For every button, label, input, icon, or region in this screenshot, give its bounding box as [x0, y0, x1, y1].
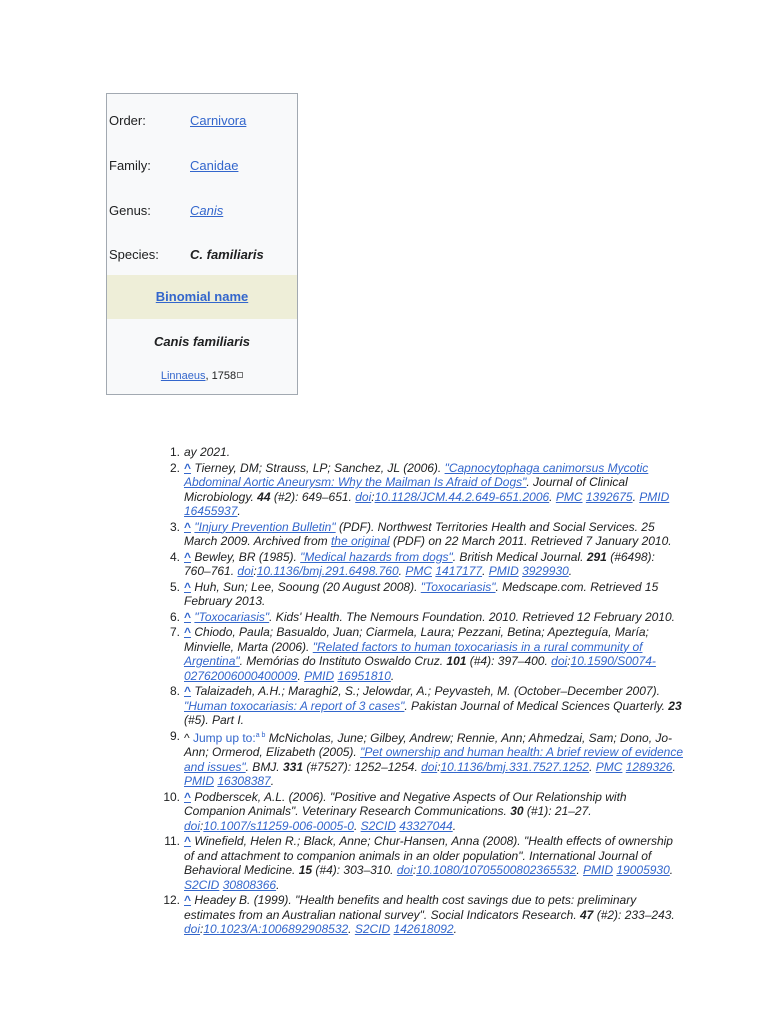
ref-title-link[interactable]: "Medical hazards from dogs": [300, 549, 453, 564]
ref-number: 8.: [169, 684, 180, 698]
reference-12: 12. ^ Headey B. (1999). "Health benefits and health cost savings due to pets: preliminary estimates from an Australian national survey". Social Indicators Research. 47 (#2): 233–243. doi:10.1023/A:1006892908532. S2CID 142618092.: [184, 893, 684, 937]
ref-title-link[interactable]: "Toxocariasis": [194, 609, 270, 624]
reference-7: 7. ^ Chiodo, Paula; Basualdo, Juan; Ciarmela, Laura; Pezzani, Betina; Apezteguía, María; Minvielle, Marta (2006). "Related factors to human toxocariasis in a rural community of Argentina". Memórias do Instituto Oswaldo Cruz. 101 (#4): 397–400. doi:10.1590/S0074-02762006000400009. PMID 16951810.: [184, 625, 684, 683]
pmid-link[interactable]: 16455937: [184, 504, 238, 518]
doi-link[interactable]: 10.1136/bmj.291.6498.760: [256, 564, 399, 578]
family-label: Family:: [109, 158, 151, 173]
order-link[interactable]: Carnivora: [190, 113, 247, 128]
family-link[interactable]: Canidae: [190, 158, 239, 173]
ref-volume: 291: [586, 549, 607, 564]
ref-number: 1.: [169, 445, 180, 459]
backlink-caret[interactable]: ^: [184, 893, 192, 907]
ref-title-link[interactable]: "Pet ownership and human health: A brief review of evidence and issues": [184, 745, 683, 774]
ref-volume: 30: [510, 804, 524, 818]
jump-up-label: Jump up to:: [189, 730, 256, 745]
ref-text: . Medscape.com. Retrieved 15 February 2013.: [184, 579, 659, 608]
pmc-link[interactable]: 1392675: [585, 489, 633, 504]
backlink-caret[interactable]: ^: [184, 625, 192, 639]
reference-6: [169, 609, 684, 625]
reference-9: 9. ^ Jump up to:$^{a b}$ McNicholas, June; Gilbey, Andrew; Rennie, Ann; Ahmedzai, Sam; Dono, Jo-Ann; Ormerod, Elizabeth (2005). "Pet ownership and human health: A brief review of evidence and issues". BMJ. 331 (#7527): 1252–1254. doi:10.1136/bmj.331.7527.1252. PMC 1289326. PMID 16308387.: [184, 729, 684, 789]
ref-number: 3.: [169, 519, 180, 534]
ref-volume: 101: [446, 654, 467, 668]
order-label: Order:: [109, 113, 146, 128]
ref-number: 7.: [169, 625, 180, 639]
backlink-caret[interactable]: ^: [184, 549, 192, 564]
ref-volume: 47: [580, 907, 594, 922]
taxobox-row-genus: [107, 201, 297, 221]
ref-number: 6.: [169, 609, 180, 624]
pmc-label-link[interactable]: PMC: [405, 564, 432, 578]
ref-journal: . BMJ.: [245, 759, 283, 774]
ref-text: (PDF). Northwest Territories Health and Social Services. 25 March 2009. Archived from: [184, 519, 655, 548]
doi-label-link[interactable]: doi: [184, 818, 201, 833]
taxobox: [106, 93, 298, 395]
ref-pages: (#2): 233–243.: [593, 907, 675, 922]
pmc-label-link[interactable]: PMC: [555, 489, 583, 504]
doi-label-link[interactable]: doi: [421, 759, 438, 774]
pmid-label-link[interactable]: PMID: [488, 564, 519, 578]
ref-pages: (#2): 649–651.: [270, 489, 356, 504]
pmid-link[interactable]: 16308387: [217, 774, 271, 788]
original-link[interactable]: the original: [330, 534, 390, 548]
ref-text: ay 2021.: [184, 445, 231, 459]
species-value: C. familiaris: [190, 247, 264, 262]
ref-pages: (#1): 21–27.: [523, 804, 592, 818]
references-list: [163, 445, 684, 938]
ref-text: . Kids' Health. The Nemours Foundation. 2010. Retrieved 12 February 2010.: [269, 609, 675, 624]
ref-title-link[interactable]: "Human toxocariasis: A report of 3 cases": [184, 698, 405, 713]
doi-link[interactable]: 10.1136/bmj.331.7527.1252: [440, 759, 590, 774]
genus-label: Genus:: [109, 203, 151, 218]
doi-link[interactable]: 10.1128/JCM.44.2.649-651.2006: [374, 489, 550, 504]
ref-number: 5.: [169, 579, 180, 594]
binomial-header: [107, 275, 297, 319]
reference-8: [169, 684, 684, 728]
ref-number: 12.: [163, 893, 180, 907]
ref-authors: Bewley, BR (1985).: [191, 549, 301, 564]
doi-label-link[interactable]: doi: [237, 564, 254, 578]
doi-label-link[interactable]: doi: [396, 863, 413, 877]
ref-pages: (#6498): 760–761.: [184, 549, 655, 578]
doi-label-link[interactable]: doi: [551, 654, 568, 668]
ref-authors: Tierney, DM; Strauss, LP; Sanchez, JL (2006).: [191, 460, 445, 475]
doi-link[interactable]: 10.1007/s11259-006-0005-0: [203, 818, 354, 833]
reference-1: [169, 445, 684, 460]
backlink-caret[interactable]: ^: [184, 684, 192, 698]
ref-number: 2.: [169, 460, 180, 475]
ref-text: Headey B. (1999). "Health benefits and health cost savings due to pets: preliminary estimates from an Australian national survey". Social Indicators Research.: [184, 893, 637, 922]
pmid-label-link[interactable]: PMID: [184, 774, 214, 788]
pmid-link[interactable]: 19005930: [616, 863, 670, 877]
genus-link[interactable]: Canis: [190, 203, 224, 218]
ref-pages: (#4): 303–310.: [312, 863, 397, 877]
ref-authors: McNicholas, June; Gilbey, Andrew; Rennie, Ann; Ahmedzai, Sam; Dono, Jo-Ann; Ormerod, Elizabeth (2005).: [184, 730, 673, 759]
ref-number: 9.: [169, 728, 180, 743]
binomial-name-link[interactable]: Binomial name: [155, 289, 249, 304]
s2cid-link[interactable]: 43327044: [399, 818, 453, 833]
ref-volume: 331: [282, 759, 304, 774]
ref-pages: (#4): 397–400.: [466, 654, 552, 668]
backlink-caret[interactable]: ^: [184, 609, 192, 624]
s2cid-label-link[interactable]: S2CID: [354, 922, 391, 936]
ref-text: (PDF) on 22 March 2011. Retrieved 7 January 2010.: [389, 534, 672, 548]
s2cid-label-link[interactable]: S2CID: [184, 877, 220, 892]
pmid-label-link[interactable]: PMID: [583, 863, 614, 877]
s2cid-link[interactable]: 142618092: [393, 922, 454, 936]
pmid-link[interactable]: 16951810: [337, 668, 391, 683]
ref-authors: Huh, Sun; Lee, Sooung (20 August 2008).: [191, 579, 421, 594]
authority: [107, 370, 297, 382]
ref-title-link[interactable]: "Related factors to human toxocariasis in a rural community of Argentina": [184, 639, 643, 668]
reference-10: 10. ^ Podberscek, A.L. (2006). "Positive and Negative Aspects of Our Relationship with Companion Animals". Veterinary Research Communications. 30 (#1): 21–27. doi:10.1007/s11259-006-0005-0. S2CID 43327044.: [184, 790, 684, 834]
ref-title-link[interactable]: "Injury Prevention Bulletin": [194, 519, 336, 534]
backlink-caret[interactable]: ^: [184, 460, 192, 475]
pmid-label-link[interactable]: PMID: [639, 489, 670, 504]
ref-authors: Chiodo, Paula; Basualdo, Juan; Ciarmela, Laura; Pezzani, Betina; Apezteguía, María; Minvielle, Marta (2006).: [184, 625, 649, 654]
ref-volume: 15: [298, 863, 313, 877]
pmc-link[interactable]: 1289326: [625, 759, 673, 774]
ref-text: Podberscek, A.L. (2006). "Positive and Negative Aspects of Our Relationship with Companion Animals". Veterinary Research Communications.: [184, 789, 627, 818]
backlink-caret[interactable]: ^: [184, 789, 192, 804]
reference-3: [169, 519, 684, 549]
doi-label-link[interactable]: doi: [184, 922, 201, 936]
pmid-link[interactable]: 3929930: [522, 564, 569, 578]
ref-number: 10.: [163, 789, 180, 804]
taxobox-row-family: [107, 156, 297, 176]
external-link-icon[interactable]: [237, 372, 243, 378]
s2cid-link[interactable]: 30808366: [222, 877, 277, 892]
ref-journal: . Journal of Clinical Microbiology.: [184, 475, 628, 504]
doi-label-link[interactable]: doi: [355, 489, 372, 504]
doi-link[interactable]: 10.1080/10705500802365532: [416, 863, 577, 877]
reference-11: 11. ^ Winefield, Helen R.; Black, Anne; Chur-Hansen, Anna (2008). "Health effects of ownership of and attachment to companion animals in an older population". International Journal of Behavioral Medicine. 15 (#4): 303–310. doi:10.1080/10705500802365532. PMID 19005930. S2CID 30808366.: [184, 834, 684, 892]
ref-pages: (#5). Part I.: [184, 713, 245, 727]
caret-marker: ^: [184, 730, 190, 745]
reference-5: [169, 579, 684, 609]
reference-4: 4. ^ Bewley, BR (1985). "Medical hazards from dogs". British Medical Journal. 291 (#6498): 760–761. doi:10.1136/bmj.291.6498.760. PMC 1417177. PMID 3929930.: [184, 550, 684, 579]
pmid-label-link[interactable]: PMID: [304, 668, 335, 683]
ref-pages: (#7527): 1252–1254.: [303, 759, 422, 774]
doi-link[interactable]: 10.1590/S0074-02762006000400009: [184, 654, 656, 683]
taxobox-row-species: [107, 245, 297, 265]
binomial-name: Canis familiaris: [153, 334, 251, 349]
pmc-label-link[interactable]: PMC: [595, 759, 623, 774]
ref-authors: Talaizadeh, A.H.; Maraghi2, S.; Jelowdar, A.; Peyvasteh, M. (October–December 2007).: [191, 684, 660, 698]
ref-journal: . Pakistan Journal of Medical Sciences Quarterly.: [404, 698, 669, 713]
backlink-caret[interactable]: ^: [184, 519, 192, 534]
ref-title-link[interactable]: "Toxocariasis": [420, 579, 496, 594]
reference-2: 2. ^ Tierney, DM; Strauss, LP; Sanchez, JL (2006). "Capnocytophaga canimorsus Mycotic Abdominal Aortic Aneurysm: Why the Mailman Is Afraid of Dogs". Journal of Clinical Microbiology. 44 (#2): 649–651. doi:10.1128/JCM.44.2.649-651.2006. PMC 1392675. PMID 16455937.: [184, 461, 684, 519]
ref-title-link[interactable]: "Capnocytophaga canimorsus Mycotic Abdominal Aortic Aneurysm: Why the Mailman Is Afraid of Dogs": [184, 460, 649, 489]
authority-year: , 1758: [205, 370, 237, 382]
ref-journal: . British Medical Journal.: [452, 549, 587, 564]
ref-journal: . Memórias do Instituto Oswaldo Cruz.: [239, 654, 447, 668]
ref-number: 11.: [164, 834, 180, 848]
ref-volume: 44: [257, 489, 271, 504]
pmc-link[interactable]: 1417177: [435, 564, 483, 578]
ref-volume: 23: [668, 698, 682, 713]
taxobox-row-order: [107, 111, 297, 131]
backlink-caret[interactable]: ^: [184, 834, 192, 848]
backlink-ab[interactable]: a b: [255, 731, 266, 739]
linnaeus-link[interactable]: Linnaeus: [160, 370, 206, 382]
ref-text: Winefield, Helen R.; Black, Anne; Chur-Hansen, Anna (2008). "Health effects of ownership of and attachment to companion animals in an older population". International Journal of Behavioral Medicine.: [184, 834, 673, 877]
s2cid-label-link[interactable]: S2CID: [360, 818, 396, 833]
doi-link[interactable]: 10.1023/A:1006892908532: [203, 922, 349, 936]
backlink-caret[interactable]: ^: [184, 579, 192, 594]
ref-number: 4.: [169, 549, 180, 564]
species-label: Species:: [109, 247, 159, 262]
